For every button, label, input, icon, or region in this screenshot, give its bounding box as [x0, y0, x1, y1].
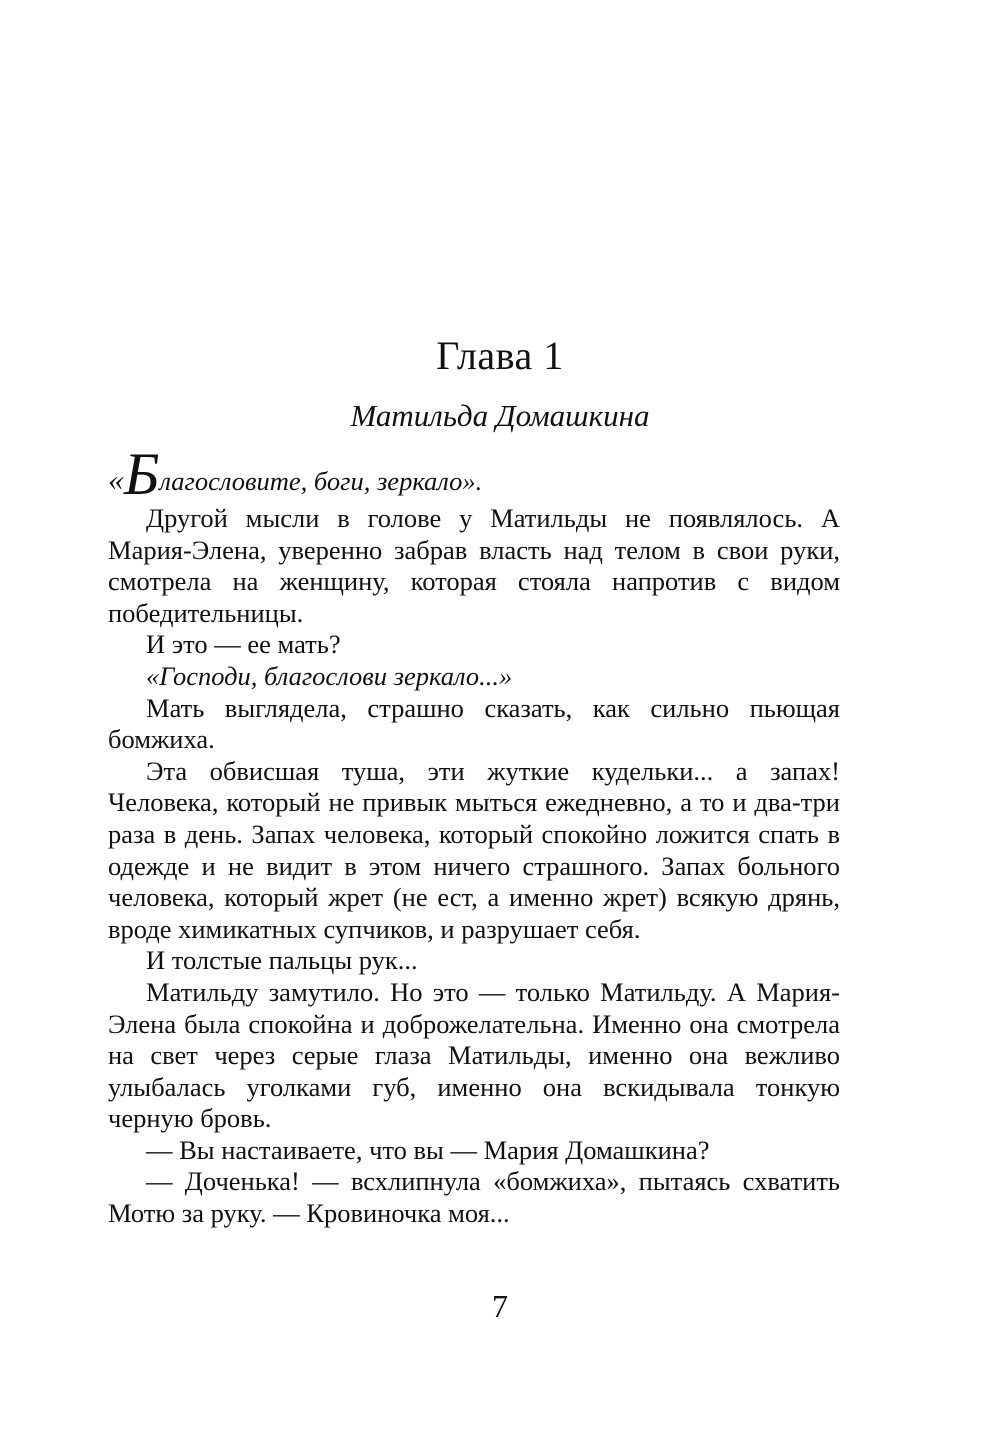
paragraph: И толстые пальцы рук...: [146, 945, 418, 976]
chapter-body: [108, 441, 840, 1230]
paragraph: Мать выглядела, страшно сказать, как сильно пьющая бомжиха.: [108, 692, 840, 755]
opening-quote-mark: «: [108, 461, 124, 497]
paragraph-italic-prayer: «Господи, благослови зеркало...»: [146, 660, 513, 691]
chapter-title: Глава 1: [436, 333, 564, 378]
opening-line: [108, 441, 840, 507]
paragraph: И это — ее мать?: [146, 629, 341, 660]
opening-text: лагословите, боги, зеркало».: [159, 466, 483, 496]
drop-cap: Б: [124, 441, 160, 507]
chapter-subtitle: Матильда Домашкина: [350, 398, 650, 433]
paragraph: Матильду замутило. Но это — только Матильду. А Мария-Элена была спокойна и доброжелательна. Именно она смотрела на свет через серые глаза Матильды, именно она вежливо улыбалась уголками губ, именно она вскидывала тонкую черную бровь.: [108, 976, 840, 1134]
page-number: 7: [492, 1288, 508, 1324]
paragraph: Эта обвисшая туша, эти жуткие кудельки... а запах! Человека, который не привык мыться ежедневно, а то и два-три раза в день. Запах человека, который спокойно ложится спать в одежде и не видит в этом ничего страшного. Запах больного человека, который жрет (не ест, а именно жрет) всякую дрянь, вроде химикатных супчиков, и разрушает себя.: [108, 755, 840, 944]
dialogue-line: — Вы настаиваете, что вы — Мария Домашкина?: [146, 1134, 710, 1165]
dialogue-line: — Доченька! — всхлипнула «бомжиха», пытаясь схватить Мотю за руку. — Кровиночка моя...: [108, 1166, 840, 1229]
paragraph: Другой мысли в голове у Матильды не появлялось. А Мария-Элена, уверенно забрав власть над телом в свои руки, смотрела на женщину, которая стояла напротив с видом победительницы.: [108, 503, 840, 628]
